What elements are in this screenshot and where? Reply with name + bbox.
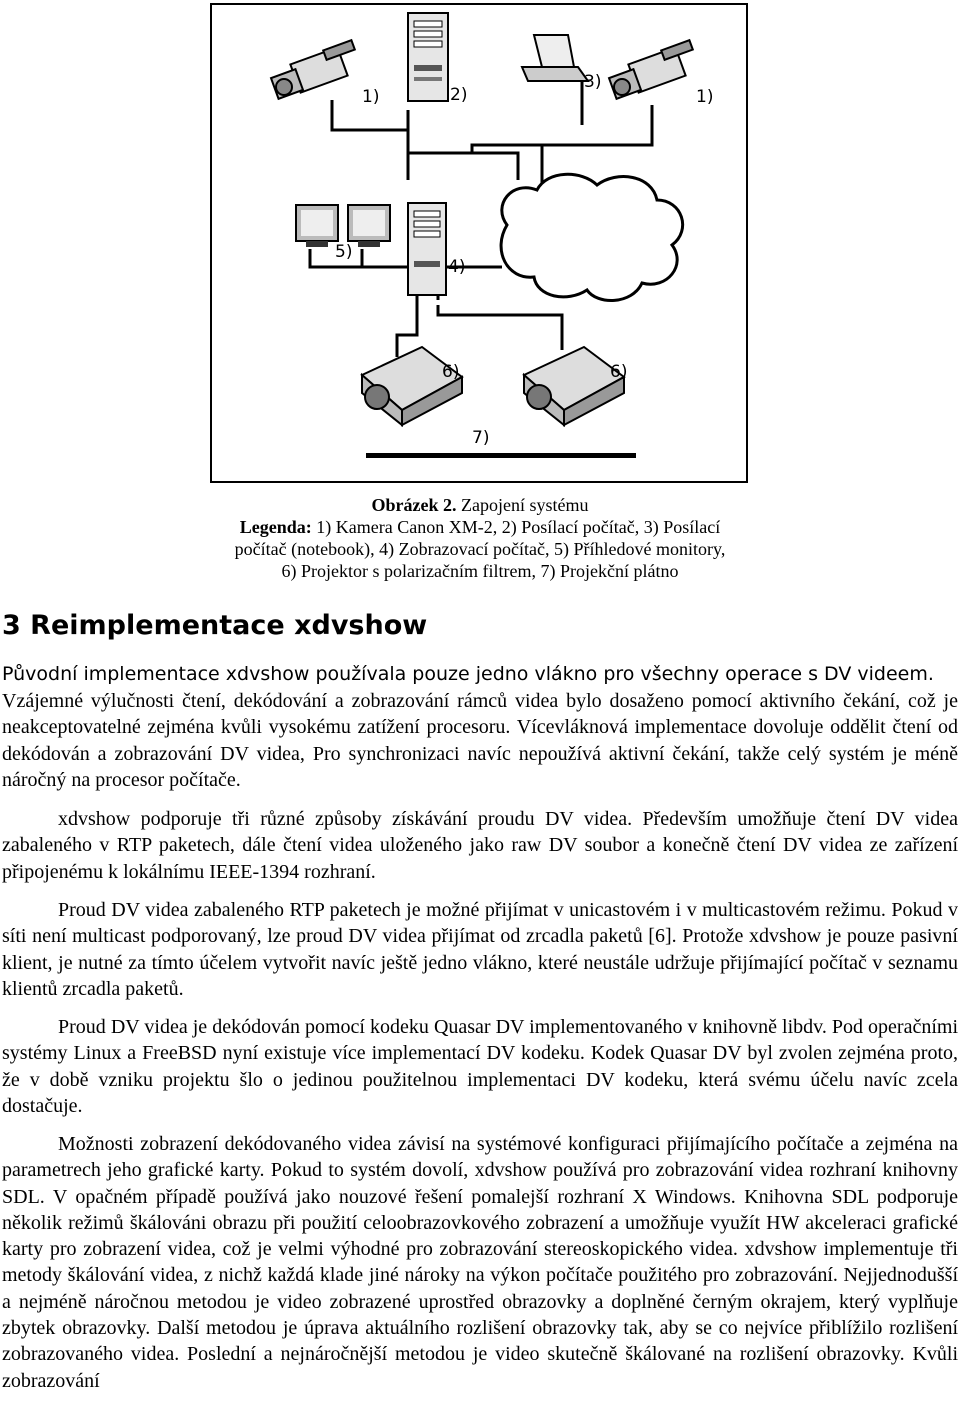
label-screen: 7) xyxy=(472,428,490,448)
figure-caption xyxy=(130,494,830,582)
camera-left-icon xyxy=(271,40,355,99)
system-diagram-svg xyxy=(212,5,746,481)
network-cloud-icon xyxy=(501,174,683,300)
sender-pc-icon xyxy=(408,13,448,101)
camera-right-icon xyxy=(609,40,693,99)
projector-right-icon xyxy=(524,347,624,425)
monitor-icon xyxy=(296,205,338,247)
caption-prefix: Obrázek 2. xyxy=(371,495,457,515)
system-diagram xyxy=(210,3,748,483)
caption-legend-text1: 1) Kamera Canon XM-2, 2) Posílací počítač, 3) Posílací xyxy=(311,517,721,537)
projection-screen-icon xyxy=(366,453,636,458)
caption-legend-line1 xyxy=(130,516,830,538)
section-heading: 3 Reimplementace xdvshow xyxy=(2,610,428,641)
label-notebook: 3) xyxy=(584,72,602,92)
label-monitors: 5) xyxy=(335,242,353,262)
label-camera-left: 1) xyxy=(362,87,380,107)
label-sender-pc: 2) xyxy=(450,85,468,105)
label-display-pc: 4) xyxy=(448,257,466,277)
projector-left-icon xyxy=(362,347,462,425)
label-projector-left: 6) xyxy=(442,362,460,382)
paragraph-5: Možnosti zobrazení dekódovaného videa závisí na systémové konfiguraci přijímajícího počítače a zejména na parametrech jeho grafické karty. Pokud to systém dovolí, xdvshow používá pro zobrazování videa rozhraní knihovny SDL. V opačném případě používá jako nouzové řešení pomalejší rozhraní X Windows. Knihovna SDL podporuje několik režimů škálováni obrazu při použití celoobrazovkového zobrazení a umožňuje využít HW akceleraci grafické karty pro zobrazení videa, což je velmi výhodné pro zobrazování stereoskopického videa. xdvshow implementuje tři metody škálování videa, z nichž každá klade jiné nároky na výkon počítače použitého pro zobrazování. Nejjednodušší a nejméně náročnou metodou je video zobrazené uprostřed obrazovky a doplněné černým okrajem, který vyplňuje zbytek obrazovky. Další metodou je úprava aktuálního rozlišení obrazovky tak, aby se co nejvíce přiblížilo rozlišení zobrazovaného videa. Poslední a nejnáročnější metodou je video skutečně škálované na rozlišení obrazovky. Kvůli zobrazování xyxy=(2,1133,958,1392)
paragraph-4: Proud DV videa je dekódován pomocí kodeku Quasar DV implementovaného v knihovně libdv. Pod operačními systémy Linux a FreeBSD nyní existuje více implementací DV kodeku. Kodek Quasar DV byl zvolen zejména proto, že v době vzniku projektu šlo o jedinou použitelnou implementaci DV kodeku, která svému účelu navíc zcela dostačuje. xyxy=(2,1016,958,1117)
caption-title-line xyxy=(130,494,830,516)
monitor-icon xyxy=(348,205,390,247)
paragraph-1: Vzájemné výlučnosti čtení, dekódování a zobrazování rámců videa bylo dosaženo pomocí aktivního čekání, což je neakceptovatelné zejména kvůli vysokému zatížení procesoru. Vícevláknová implementace dovoluje oddělit čtení od dekódován a zobrazování DV videa, Pro synchronizaci navíc nepoužívá aktivní čekání, takže celý systém je méně náročný na procesor počítače. xyxy=(2,690,958,791)
caption-legend-label: Legenda: xyxy=(239,517,312,537)
paragraph-3: Proud DV videa zabaleného RTP paketech je možné přijímat v unicastovém i v multicastovém režimu. Pokud v síti není multicast podporovaný, lze proud DV videa přijímat od zrcadla paketů [6]. Protože xdvshow je pouze pasivní klient, je nutné za tímto účelem vytvořit navíc ještě jedno vlákno, které neustále udržuje přijímající počítač v seznamu klientů zrcadla paketů. xyxy=(2,899,958,1000)
display-pc-icon xyxy=(408,203,446,295)
caption-title: Zapojení systému xyxy=(456,495,589,515)
caption-legend-line3: 6) Projektor s polarizačním filtrem, 7) Projekční plátno xyxy=(281,561,679,581)
label-camera-right: 1) xyxy=(696,87,714,107)
caption-legend-line2: počítač (notebook), 4) Zobrazovací počítač, 5) Příhledové monitory, xyxy=(234,539,726,559)
paragraph-1-first-line: Původní implementace xdvshow používala pouze jedno vlákno pro všechny operace s DV videem. xyxy=(2,663,934,685)
notebook-icon xyxy=(522,35,588,81)
label-projector-right: 6) xyxy=(610,362,628,382)
paragraph-2: xdvshow podporuje tři různé způsoby získávání proudu DV videa. Především umožňuje čtení DV videa zabaleného v RTP paketech, dále čtení videa uloženého jako raw DV soubor a konečně čtení DV videa ze zařízení připojenému k lokálnímu IEEE-1394 rozhraní. xyxy=(2,808,958,883)
